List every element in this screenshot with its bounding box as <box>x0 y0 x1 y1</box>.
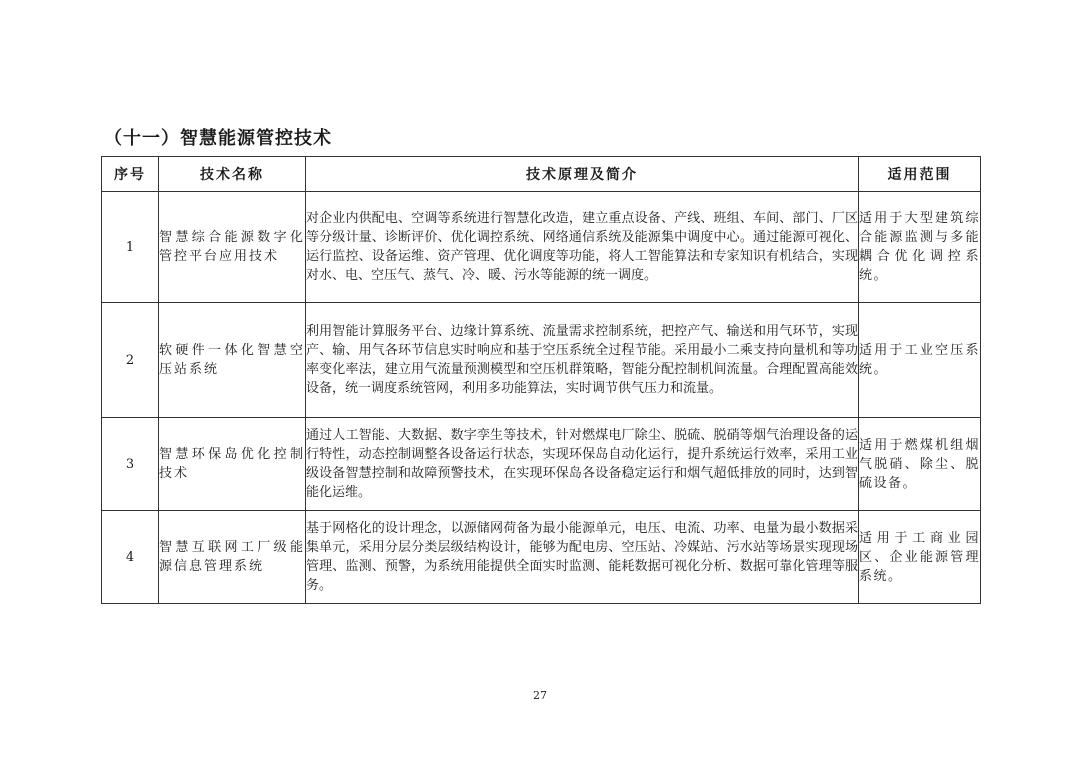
header-principle: 技术原理及简介 <box>306 157 859 192</box>
table-row <box>102 418 981 511</box>
row-technology-name: 智慧互联网工厂级能源信息管理系统 <box>159 511 306 604</box>
section-title: （十一）智慧能源管控技术 <box>104 128 332 149</box>
row-scope: 适用于燃煤机组烟气脱硝、除尘、脱硫设备。 <box>859 418 981 511</box>
table-row <box>102 303 981 418</box>
row-serial-number: 1 <box>102 192 159 303</box>
row-technology-name: 智慧环保岛优化控制技术 <box>159 418 306 511</box>
row-principle: 利用智能计算服务平台、边缘计算系统、流量需求控制系统，把控产气、输送和用气环节，实现产、输、用气各环节信息实时响应和基于空压系统全过程节能。采用最小二乘支持向量机和等功率变化率法，建立用气流量预测模型和空压机群策略，智能分配控制机间流量。合理配置高能效设备，统一调度系统管网，利用多功能算法，实时调节供气压力和流量。 <box>306 303 859 418</box>
header-serial-number: 序号 <box>102 157 159 192</box>
page-number: 27 <box>533 689 547 702</box>
table-row <box>102 511 981 604</box>
row-scope: 适用于工业空压系统。 <box>859 303 981 418</box>
row-technology-name: 软硬件一体化智慧空压站系统 <box>159 303 306 418</box>
row-scope: 适用于工商业园区、企业能源管理系统。 <box>859 511 981 604</box>
row-serial-number: 4 <box>102 511 159 604</box>
row-principle: 通过人工智能、大数据、数字孪生等技术，针对燃煤电厂除尘、脱硫、脱硝等烟气治理设备的运行特性，动态控制调整各设备运行状态，实现环保岛自动化运行，提升系统运行效率，采用工业级设备智慧控制和故障预警技术，在实现环保岛各设备稳定运行和烟气超低排放的同时，达到智能化运维。 <box>306 418 859 511</box>
table-row <box>102 192 981 303</box>
table-header-row <box>102 157 981 192</box>
row-principle: 对企业内供配电、空调等系统进行智慧化改造，建立重点设备、产线、班组、车间、部门、厂区等分级计量、诊断评价、优化调控系统、网络通信系统及能源集中调度中心。通过能源可视化、运行监控、设备运维、资产管理、优化调度等功能，将人工智能算法和专家知识有机结合，实现对水、电、空压气、蒸气、冷、暖、污水等能源的统一调度。 <box>306 192 859 303</box>
header-technology-name: 技术名称 <box>159 157 306 192</box>
technology-table <box>101 156 981 604</box>
row-serial-number: 2 <box>102 303 159 418</box>
row-serial-number: 3 <box>102 418 159 511</box>
header-scope: 适用范围 <box>859 157 981 192</box>
row-scope: 适用于大型建筑综合能源监测与多能耦合优化调控系统。 <box>859 192 981 303</box>
row-principle: 基于网格化的设计理念，以源储网荷备为最小能源单元，电压、电流、功率、电量为最小数据采集单元，采用分层分类层级结构设计，能够为配电房、空压站、冷媒站、污水站等场景实现现场管理、监测、预警，为系统用能提供全面实时监测、能耗数据可视化分析、数据可靠化管理等服务。 <box>306 511 859 604</box>
row-technology-name: 智慧综合能源数字化管控平台应用技术 <box>159 192 306 303</box>
